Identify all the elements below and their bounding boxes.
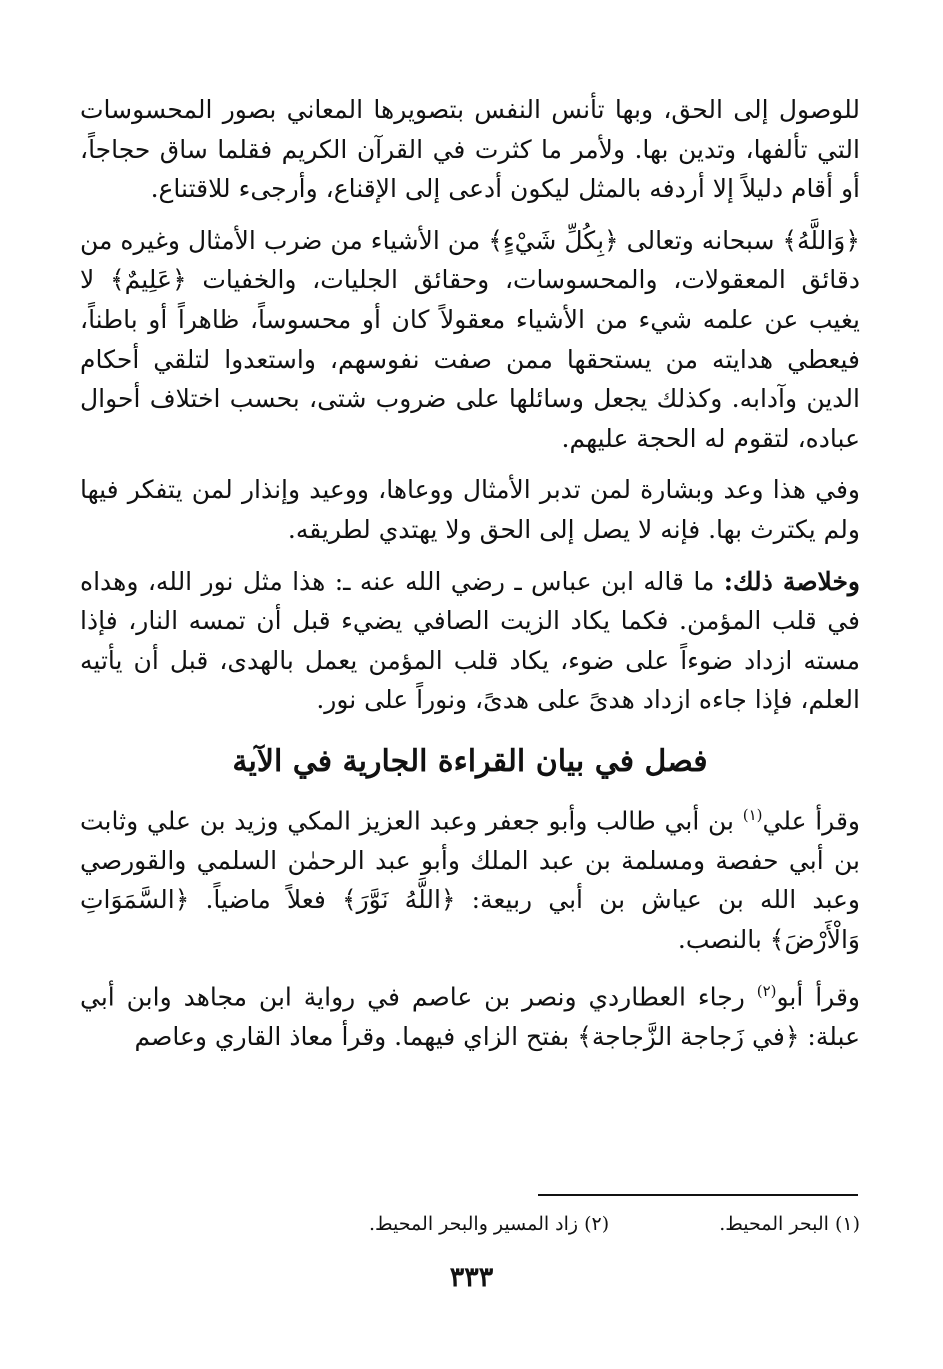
footnote-2: (٢) زاد المسير والبحر المحيط.	[368, 1213, 610, 1235]
footnote-ref-2: (٢)	[756, 981, 777, 1000]
section-paragraph-1-after: بن أبي طالب وأبو جعفر وعبد العزيز المكي وزيد بن علي وثابت بن أبي حفصة ومسلمة بن عبد الملك وأبو عبد الرحمٰن السلمي والقورصي وعبد الله بن عياش بن أبي ربيعة: ﴿اللَّهُ نَوَّرَ﴾ فعلاً ماضياً. ﴿السَّمَوَاتِ وَالْأَرْضَ﴾ بالنصب.	[80, 806, 860, 955]
footnotes	[160, 1210, 860, 1238]
footnote-1: (١) البحر المحيط.	[719, 1213, 860, 1235]
section-paragraph-2-before: وقرأ أبو	[776, 981, 860, 1011]
paragraph-2: ﴿وَاللَّهُ﴾ سبحانه وتعالى ﴿بِكُلِّ شَيْءٍ﴾ من الأشياء من ضرب الأمثال وغيره من دقائق المعقولات، والمحسوسات، وحقائق الجليات، والخفيات ﴿عَلِيمٌ﴾ لا يغيب عن علمه شيء من الأشياء معقولاً كان أو محسوساً، ظاهراً أو باطناً، فيعطي هدايته من يستحقها ممن صفت نفوسهم، واستعدوا لتلقي أحكام الدين وآدابه. وكذلك يجعل وسائلها على ضروب شتى، بحسب اختلاف أحوال عباده، لتقوم له الحجة عليهم.	[80, 225, 860, 453]
section-paragraph-2	[80, 972, 860, 1057]
section-paragraph-1-before: وقرأ علي	[762, 806, 860, 836]
summary-text: ما قاله ابن عباس ـ رضي الله عنه ـ: هذا مثل نور الله، وهداه في قلب المؤمن. فكما يكاد الزيت الصافي يضيء قبل أن تمسه النار، فإذا مسته ازداد ضوءاً على ضوء، يكاد قلب المؤمن يعمل بالهدى، قبل أن يأتيه العلم، فإذا جاءه ازداد هدىً على هدىً، ونوراً على نور.	[80, 566, 860, 715]
footnote-ref-1: (١)	[742, 805, 763, 824]
paragraph-3: وفي هذا وعد وبشارة لمن تدبر الأمثال ووعاها، ووعيد وإنذار لمن يتفكر فيها ولم يكترث بها. فإنه لا يصل إلى الحق ولا يهتدي لطريقه.	[80, 475, 860, 544]
paragraph-1: للوصول إلى الحق، وبها تأنس النفس بتصويرها المعاني بصور المحسوسات التي تألفها، وتدين بها. ولأمر ما كثرت في القرآن الكريم فقلما ساق حجاجاً، أو أقام دليلاً إلا أردفه بالمثل ليكون أدعى إلى الإقناع، وأرجىء للاقتناع.	[80, 95, 860, 204]
section-paragraph-1	[80, 796, 860, 960]
section-paragraph-2-after: رجاء العطاردي ونصر بن عاصم في رواية ابن مجاهد وابن أبي عبلة: ﴿في زَجاجة الزَّجاجة﴾ بفتح الزاي فيهما. وقرأ معاذ القاري وعاصم	[80, 981, 860, 1051]
section-heading: فصل في بيان القراءة الجارية في الآية	[232, 743, 708, 779]
summary-lead: وخلاصة ذلك:	[723, 566, 861, 596]
paragraph-4	[80, 562, 860, 720]
page-number: ٣٣٣	[449, 1262, 494, 1293]
footnote-separator	[538, 1194, 858, 1196]
page-body	[80, 90, 860, 1340]
